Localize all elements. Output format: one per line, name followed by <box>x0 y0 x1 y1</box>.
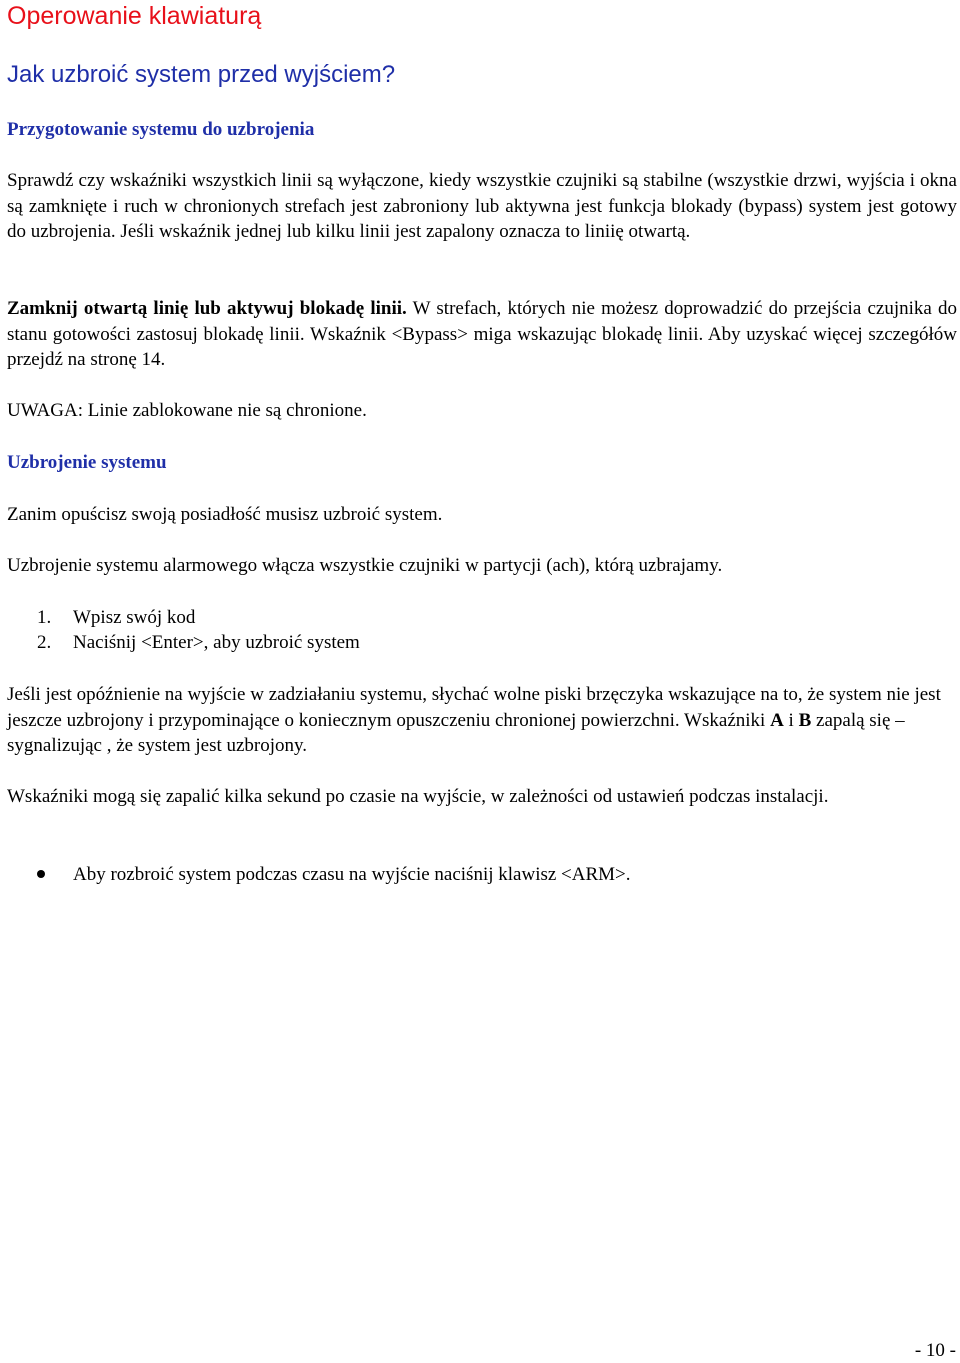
indicator-b: B <box>798 709 812 731</box>
indicator-a: A <box>770 709 784 731</box>
paragraph-indicator-timing: Wskaźniki mogą się zapalić kilka sekund po czasie na wyjście, w zależności od ustawień podczas instalacji. <box>7 786 829 807</box>
paragraph-exit-delay <box>7 682 957 759</box>
bullet-icon <box>37 870 45 878</box>
page-number: - 10 - <box>914 1340 956 1361</box>
page-subtitle: Jak uzbroić system przed wyjściem? <box>7 61 396 88</box>
bypass-instruction: Zamknij otwartą linię lub aktywuj blokadę linii. <box>7 298 407 319</box>
list-item-step-1 <box>37 605 195 630</box>
paragraph-bypass <box>7 296 957 373</box>
paragraph-arming-effect: Uzbrojenie systemu alarmowego włącza wszystkie czujniki w partycji (ach), którą uzbrajamy. <box>7 555 723 576</box>
conjunction: i <box>783 709 799 731</box>
list-item-step-2 <box>37 630 360 655</box>
section-heading-arming: Uzbrojenie systemu <box>7 452 167 473</box>
step-text: Wpisz swój kod <box>73 607 196 628</box>
note-bypass-unprotected: UWAGA: Linie zablokowane nie są chronione. <box>7 400 367 421</box>
exit-delay-text: Jeśli jest opóźnienie na wyjście w zadziałaniu systemu, słychać wolne piski brzęczyka wskazujące na to, że system nie jest jeszcze uzbrojony i przypominające o koniecznym opuszczeniu chronionej powierzchni. Wskaźniki <box>7 684 941 731</box>
step-number: 1. <box>37 607 52 628</box>
paragraph-before-leaving: Zanim opuścisz swoją posiadłość musisz uzbroić system. <box>7 504 443 525</box>
bullet-text: Aby rozbroić system podczas czasu na wyjście naciśnij klawisz <ARM>. <box>73 864 631 885</box>
armed-signal-text: zapalą się – sygnalizując , że system jest uzbrojony. <box>7 709 905 756</box>
step-text: Naciśnij <Enter>, aby uzbroić system <box>73 632 360 653</box>
bypass-details: W strefach, których nie możesz doprowadzić do przejścia czujnika do stanu gotowości zastosuj blokadę linii. Wskaźnik <Bypass> miga wskazując blokadę linii. Aby uzyskać więcej szczegółów przejdź na stronę 14. <box>7 298 957 370</box>
bullet-disarm <box>37 862 631 887</box>
page-title: Operowanie klawiaturą <box>7 2 262 30</box>
step-number: 2. <box>37 632 52 653</box>
section-heading-preparation: Przygotowanie systemu do uzbrojenia <box>7 119 315 140</box>
paragraph-preparation: Sprawdź czy wskaźniki wszystkich linii są wyłączone, kiedy wszystkie czujniki są stabilne (wszystkie drzwi, wyjścia i okna są zamknięte i ruch w chronionych strefach jest zabroniony lub aktywna jest funkcja blokady (bypass) system jest gotowy do uzbrojenia. Jeśli wskaźnik jednej lub kilku linii jest zapalony oznacza to liniię otwartą. <box>7 170 957 242</box>
